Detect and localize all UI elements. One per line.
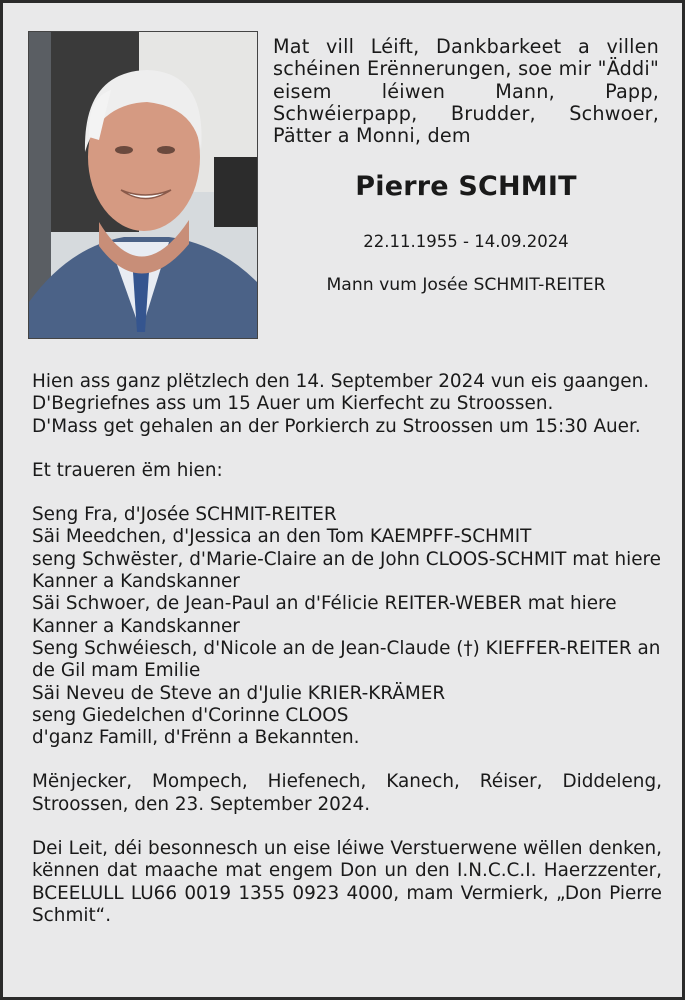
mourner-line: Seng Schwéiesch, d'Nicole an de Jean-Claude (†) KIEFFER-REITER an de Gil mam Emilie: [32, 637, 661, 682]
mourner-line: Säi Neveu de Steve an d'Julie KRIER-KRÄMER: [32, 682, 446, 704]
notice-body: [32, 371, 662, 927]
donation-note: Dei Leit, déi besonnesch un eise léiwe Verstuerwene wëllen denken, kënnen dat maache mat engem Don un den I.N.C.C.I. Haerzzenter, BCEELULL LU66 0019 1355 0923 4000, mam Vermierk, „Don Pierre Schmit“.: [32, 838, 662, 926]
funeral-info: D'Begriefnes ass um 15 Auer um Kierfecht zu Stroossen.: [32, 393, 554, 415]
deceased-name: Pierre SCHMIT: [355, 171, 577, 202]
mourner-line: d'ganz Famill, d'Frënn a Bekannten.: [32, 727, 360, 749]
mourner-line: seng Giedelchen d'Corinne CLOOS: [32, 704, 349, 726]
death-announcement: Hien ass ganz plëtzlech den 14. September 2024 vun eis gaangen.: [32, 371, 650, 392]
mourner-line: seng Schwëster, d'Marie-Claire an de John CLOOS-SCHMIT mat hiere Kanner a Kandskanner: [32, 548, 661, 593]
life-dates: 22.11.1955 - 14.09.2024: [363, 232, 569, 251]
mourner-line: Seng Fra, d'Josée SCHMIT-REITER: [32, 504, 337, 526]
portrait-photo: [28, 31, 258, 339]
places-and-date: Mënjecker, Mompech, Hiefenech, Kanech, Réiser, Diddeleng, Stroossen, den 23. September 2024.: [32, 771, 662, 815]
mourner-line: Säi Schwoer, de Jean-Paul an d'Félicie REITER-WEBER mat hiere Kanner a Kandskanner: [32, 593, 617, 637]
intro-text: Mat vill Léift, Dankbarkeet a villen schéinen Erënnerungen, soe mir "Äddi" eisem léiwen Mann, Papp, Schwéierpapp, Brudder, Schwoer, Pätter a Monni, dem: [273, 35, 659, 148]
mourner-line: Säi Meedchen, d'Jessica an den Tom KAEMPFF-SCHMIT: [32, 526, 532, 548]
spouse-line: Mann vum Josée SCHMIT-REITER: [326, 275, 606, 295]
mourners-heading: Et traueren ëm hien:: [32, 459, 223, 481]
mass-info: D'Mass get gehalen an der Porkierch zu Stroossen um 15:30 Auer.: [32, 415, 641, 437]
